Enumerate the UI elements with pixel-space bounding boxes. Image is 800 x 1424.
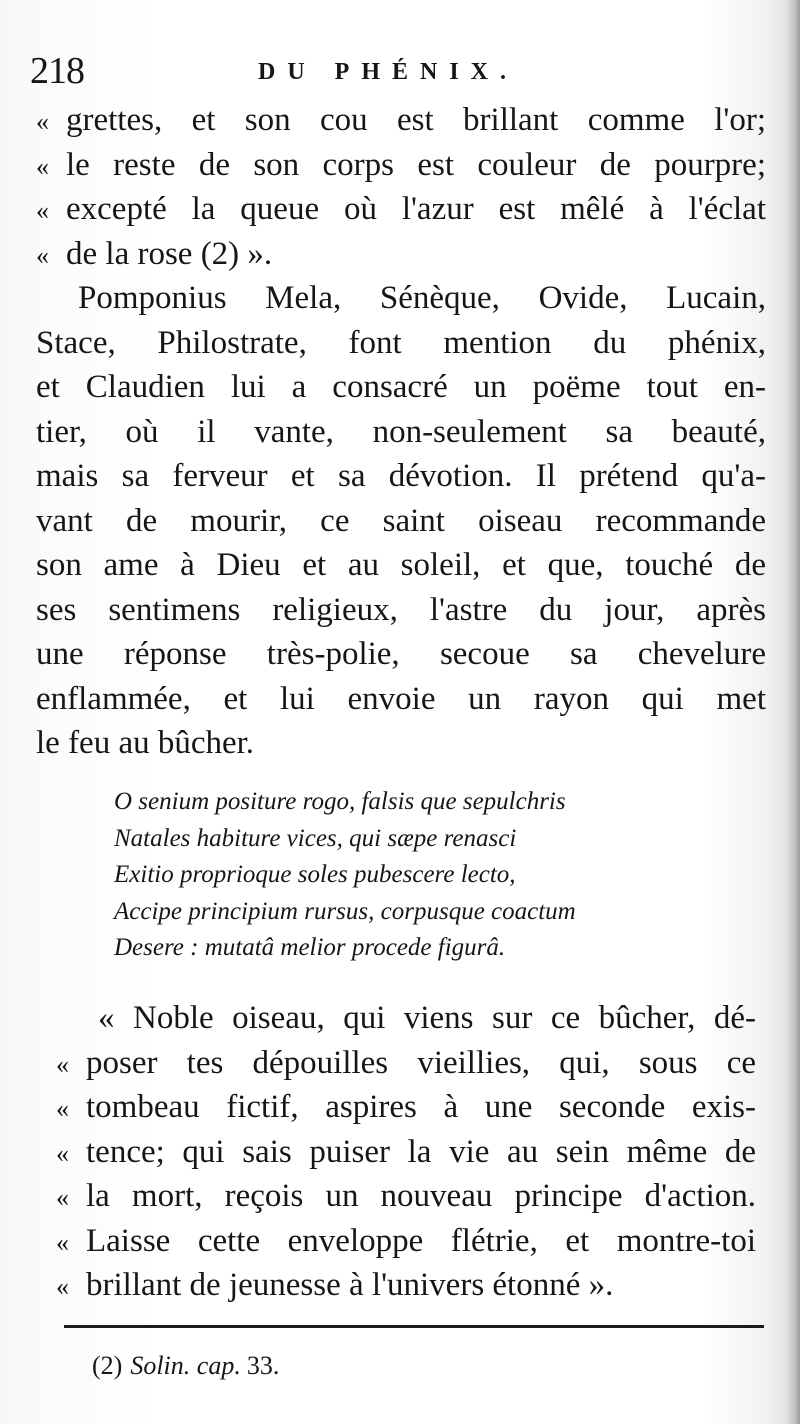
verse-line: Accipe principium rursus, corpusque coactum bbox=[114, 897, 576, 925]
text-line: « Laisse cette enveloppe flétrie, et montre-toi bbox=[56, 1219, 756, 1264]
footnote-source: Solin. cap. bbox=[130, 1351, 241, 1380]
text-line: « excepté la queue où l'azur est mêlé à l'éclat bbox=[36, 187, 766, 232]
text-line: Stace, Philostrate, font mention du phénix, bbox=[36, 324, 766, 361]
footnote bbox=[92, 1348, 279, 1384]
text-line: « de la rose (2) ». bbox=[36, 232, 766, 277]
page-number: 218 bbox=[30, 50, 84, 92]
text-line: « tence; qui sais puiser la vie au sein même de bbox=[56, 1130, 756, 1175]
verse-line: O senium positure rogo, falsis que sepulchris bbox=[114, 788, 566, 815]
text-line: « tombeau fictif, aspires à une seconde exis- bbox=[56, 1085, 756, 1130]
text-line: Pomponius Mela, Sénèque, Ovide, Lucain, bbox=[78, 280, 766, 316]
text-line: « brillant de jeunesse à l'univers étonné ». bbox=[56, 1263, 756, 1308]
page-header bbox=[30, 46, 750, 96]
text-line: « la mort, reçois un nouveau principe d'action. bbox=[56, 1174, 756, 1219]
footnote-marker: (2) bbox=[92, 1351, 123, 1380]
text-line: mais sa ferveur et sa dévotion. Il prétend qu'a- bbox=[36, 458, 766, 494]
quote-mark: « bbox=[56, 1272, 69, 1301]
verse-line: Natales habiture vices, qui sæpe renasci bbox=[114, 824, 517, 852]
translated-speech bbox=[56, 996, 756, 1308]
text-line: une réponse très-polie, secoue sa chevelure bbox=[36, 636, 766, 672]
quote-mark: « bbox=[36, 240, 49, 270]
text-line: le feu au bûcher. bbox=[36, 725, 255, 761]
main-text bbox=[36, 98, 766, 766]
quoted-description bbox=[36, 98, 766, 276]
running-title: DU PHÉNIX. bbox=[258, 59, 519, 85]
text-line: et Claudien lui a consacré un poëme tout en- bbox=[36, 369, 766, 405]
text-line: tier, où il vante, non-seulement sa beauté, bbox=[36, 413, 766, 450]
text-line: vant de mourir, ce saint oiseau recommande bbox=[36, 502, 766, 539]
text-line: « Noble oiseau, qui viens sur ce bûcher, dé- bbox=[98, 1000, 756, 1036]
footnote-chapter: 33. bbox=[246, 1351, 280, 1380]
quote-mark: « bbox=[36, 196, 49, 225]
text-line: ses sentimens religieux, l'astre du jour, après bbox=[36, 591, 766, 628]
quote-mark: « bbox=[56, 1227, 69, 1257]
paragraph-claudien bbox=[36, 276, 766, 766]
quote-mark: « bbox=[36, 107, 49, 136]
verse-line: Exitio proprioque soles pubescere lecto, bbox=[114, 861, 516, 888]
verse-line: Desere : mutatâ melior procede figurâ. bbox=[114, 934, 506, 961]
quote-mark: « bbox=[56, 1049, 69, 1079]
footnote-divider bbox=[64, 1325, 764, 1328]
quote-mark: « bbox=[56, 1183, 69, 1212]
quote-mark: « bbox=[36, 151, 49, 181]
text-line: enflammée, et lui envoie un rayon qui met bbox=[36, 680, 766, 717]
quote-mark: « bbox=[56, 1094, 69, 1123]
text-line: son ame à Dieu et au soleil, et que, touché de bbox=[36, 547, 766, 583]
text-line: « grettes, et son cou est brillant comme l'or; bbox=[36, 98, 766, 143]
page-edge-shadow bbox=[786, 0, 800, 1424]
quote-mark: « bbox=[56, 1138, 69, 1168]
text-line: « poser tes dépouilles vieillies, qui, sous ce bbox=[56, 1041, 756, 1086]
text-line: « le reste de son corps est couleur de pourpre; bbox=[36, 143, 766, 188]
latin-verse bbox=[114, 784, 694, 967]
